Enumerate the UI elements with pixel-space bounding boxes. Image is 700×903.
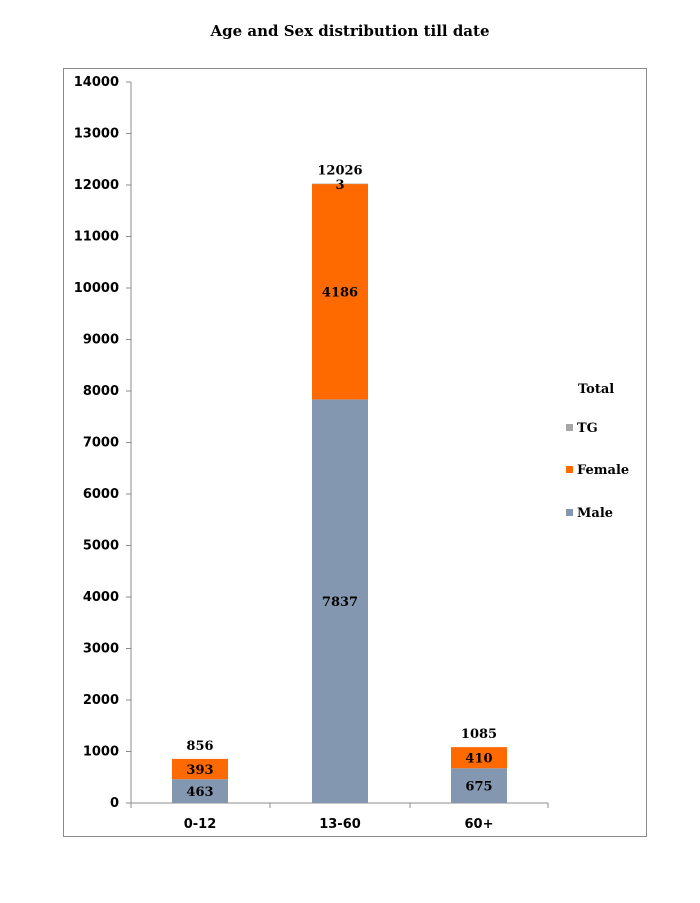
total-label: 12026 xyxy=(317,163,363,179)
data-label-male: 675 xyxy=(465,779,493,795)
y-tick-label: 14000 xyxy=(73,75,119,90)
y-tick-label: 8000 xyxy=(82,384,119,399)
legend-swatch-male xyxy=(566,509,573,516)
y-tick-label: 2000 xyxy=(82,693,119,708)
y-tick-label: 10000 xyxy=(73,281,119,296)
data-label-male: 7837 xyxy=(321,595,359,611)
data-label-female: 4186 xyxy=(321,285,359,301)
y-tick-label: 11000 xyxy=(73,229,119,245)
x-category-label: 60+ xyxy=(464,817,494,832)
legend-swatch-tg xyxy=(566,424,573,431)
y-tick-label: 3000 xyxy=(82,641,119,657)
data-label-tg: 3 xyxy=(335,177,345,193)
y-tick-label: 0 xyxy=(109,796,119,811)
chart-title: Age and Sex distribution till date xyxy=(210,22,490,40)
total-label: 856 xyxy=(186,738,214,754)
y-tick-label: 7000 xyxy=(82,435,119,451)
y-tick-label: 4000 xyxy=(82,590,119,605)
x-category-label: 0-12 xyxy=(183,817,217,832)
x-category-label: 13-60 xyxy=(319,817,361,832)
y-tick-label: 9000 xyxy=(82,332,119,348)
y-tick-label: 5000 xyxy=(82,538,119,554)
legend-swatch-female xyxy=(566,466,573,473)
y-tick-label: 6000 xyxy=(82,487,119,502)
legend-label-female: Female xyxy=(577,463,630,478)
y-tick-label: 12000 xyxy=(73,178,119,193)
data-label-male: 463 xyxy=(186,785,214,801)
data-label-female: 393 xyxy=(186,763,214,779)
legend-label-tg: TG xyxy=(577,421,598,436)
legend-title: Total xyxy=(578,382,615,397)
data-label-female: 410 xyxy=(465,751,493,767)
y-tick-label: 13000 xyxy=(73,126,119,142)
total-label: 1085 xyxy=(460,727,498,743)
y-tick-label: 1000 xyxy=(82,744,119,760)
legend-label-male: Male xyxy=(577,506,614,521)
